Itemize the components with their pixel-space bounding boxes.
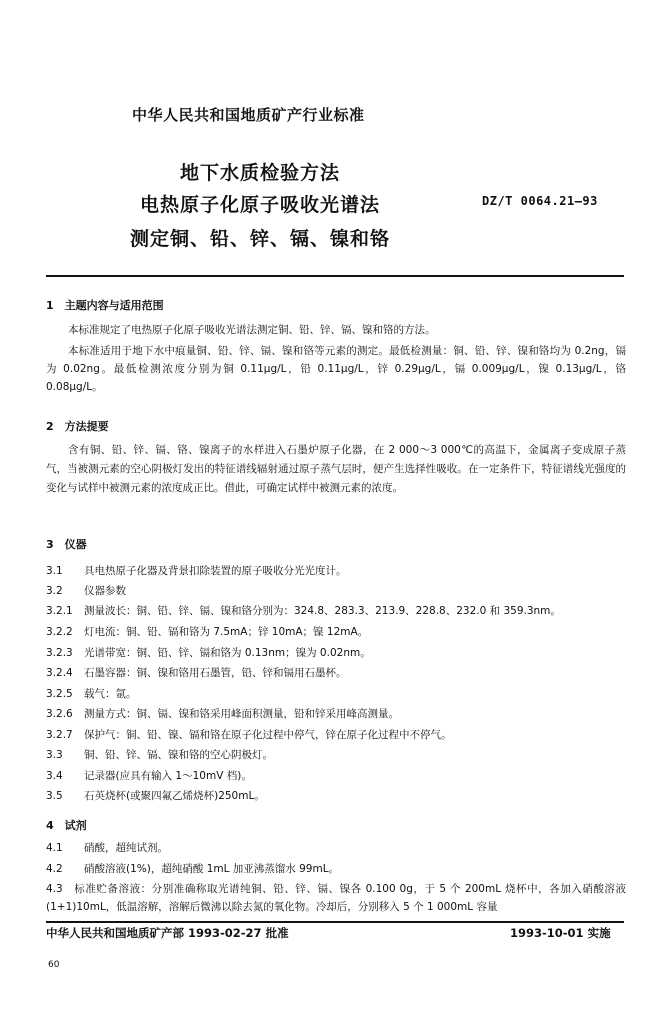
item-text: 测量波长：铜、铅、锌、镉、镍和铬分别为：324.8、283.3、213.9、228.8、232.0 和 359.3nm。: [84, 605, 561, 617]
header-rule: [46, 275, 624, 277]
item-4-3-paragraph: 4.3 标准贮备溶液：分别准确称取光谱纯铜、铅、锌、镉、镍各 0.100 0g，于 5 个 200mL 烧杯中，各加入硝酸溶液(1+1)10mL，低温溶解，溶解后微沸以除去氮的氧化物。冷却后，分别移入 5 个 1 000mL 容量: [46, 883, 626, 913]
list-item: [46, 706, 399, 723]
item-text: 具电热原子化器及背景扣除装置的原子吸收分光光度计。: [84, 565, 347, 577]
list-item: [46, 727, 452, 744]
list-item: [46, 686, 137, 703]
item-text: 保护气：铜、铅、镍、镉和铬在原子化过程中停气，锌在原子化过程中不停气。: [84, 729, 452, 741]
item-text: 载气：氩。: [84, 688, 137, 700]
item-number: 3.1: [46, 565, 63, 577]
item-number: 3.2.1: [46, 605, 73, 617]
list-item: [46, 840, 168, 857]
approval-date: 中华人民共和国地质矿产部 1993-02-27 批准: [46, 926, 289, 940]
list-item: [46, 788, 265, 805]
implementation-date: 1993-10-01 实施: [510, 926, 611, 940]
list-item: [46, 583, 126, 600]
item-number: 3.2.5: [46, 688, 73, 700]
section-2-heading: 2 方法提要: [46, 420, 109, 433]
list-item: [46, 665, 347, 682]
item-number: 3.3: [46, 749, 63, 761]
item-text: 灯电流：铜、铅、镉和铬为 7.5mA；锌 10mA；镍 12mA。: [84, 626, 369, 638]
footer-rule: [46, 921, 624, 923]
item-text: 仪器参数: [84, 585, 126, 597]
item-number: 3.2.6: [46, 708, 73, 720]
item-number: 3.2.2: [46, 626, 73, 638]
section-1-paragraph-2: 本标准适用于地下水中痕量铜、铅、锌、镉、镍和铬等元素的测定。最低检测量：铜、铅、锌、镍和铬均为 0.2ng，镉为 0.02ng。最低检测浓度分别为铜 0.11μg/L，铅 0.11μg/L，锌 0.29μg/L，镉 0.009μg/L，镍 0.13μg/L，铬 0.08μg/L。: [46, 345, 626, 393]
standard-code: DZ/T 0064.21—93: [482, 194, 598, 208]
section-4-heading: 4 试剂: [46, 819, 87, 832]
item-text: 硝酸，超纯试剂。: [84, 842, 168, 854]
title-line-3: 测定铜、铅、锌、镉、镍和铬: [129, 228, 390, 250]
list-item: [46, 563, 347, 580]
item-number: 4.1: [46, 842, 63, 854]
item-text: 记录器(应具有输入 1～10mV 档)。: [84, 770, 252, 782]
item-text: 光谱带宽：铜、铅、锌、镉和铬为 0.13nm；镍为 0.02nm。: [84, 647, 371, 659]
item-number: 3.2: [46, 585, 63, 597]
title-line-2: 电热原子化原子吸收光谱法: [139, 194, 380, 216]
section-1-heading: 1 主题内容与适用范围: [46, 299, 164, 312]
item-text: 石英烧杯(或聚四氟乙烯烧杯)250mL。: [84, 790, 265, 802]
item-number: 4.2: [46, 863, 63, 875]
list-item: [46, 645, 371, 662]
item-text: 石墨容器：铜、镍和铬用石墨管，铅、锌和镉用石墨杯。: [84, 667, 347, 679]
page-number: 60: [48, 960, 60, 970]
section-3-heading: 3 仪器: [46, 538, 87, 551]
list-item: [46, 768, 252, 785]
item-number: 3.5: [46, 790, 63, 802]
item-number: 3.2.4: [46, 667, 73, 679]
list-item: [46, 861, 339, 878]
section-2-paragraph: 含有铜、铅、锌、镉、铬、镍离子的水样进入石墨炉原子化器，在 2 000～3 000℃的高温下，金属离子变成原子蒸气，当被测元素的空心阴极灯发出的特征谱线辐射通过原子蒸气层时，便产生选择性吸收。在一定条件下，特征谱线光强度的变化与试样中被测元素的浓度成正比。借此，可确定试样中被测元素的浓度。: [46, 444, 626, 494]
item-number: 3.2.7: [46, 729, 73, 741]
list-item: [46, 624, 368, 641]
list-item: [46, 603, 561, 620]
item-number: 3.4: [46, 770, 63, 782]
item-text: 测量方式：铜、镉、镍和铬采用峰面积测量，铅和锌采用峰高测量。: [84, 708, 399, 720]
list-item: [46, 747, 273, 764]
section-1-paragraph-1: 本标准规定了电热原子化原子吸收光谱法测定铜、铅、锌、镉、镍和铬的方法。: [68, 324, 436, 336]
title-line-1: 地下水质检验方法: [179, 162, 340, 184]
item-text: 硝酸溶液(1%)，超纯硝酸 1mL 加亚沸蒸馏水 99mL。: [84, 863, 340, 875]
industry-standard-label: 中华人民共和国地质矿产行业标准: [132, 106, 365, 124]
item-number: 3.2.3: [46, 647, 73, 659]
item-text: 铜、铅、锌、镉、镍和铬的空心阴极灯。: [84, 749, 273, 761]
